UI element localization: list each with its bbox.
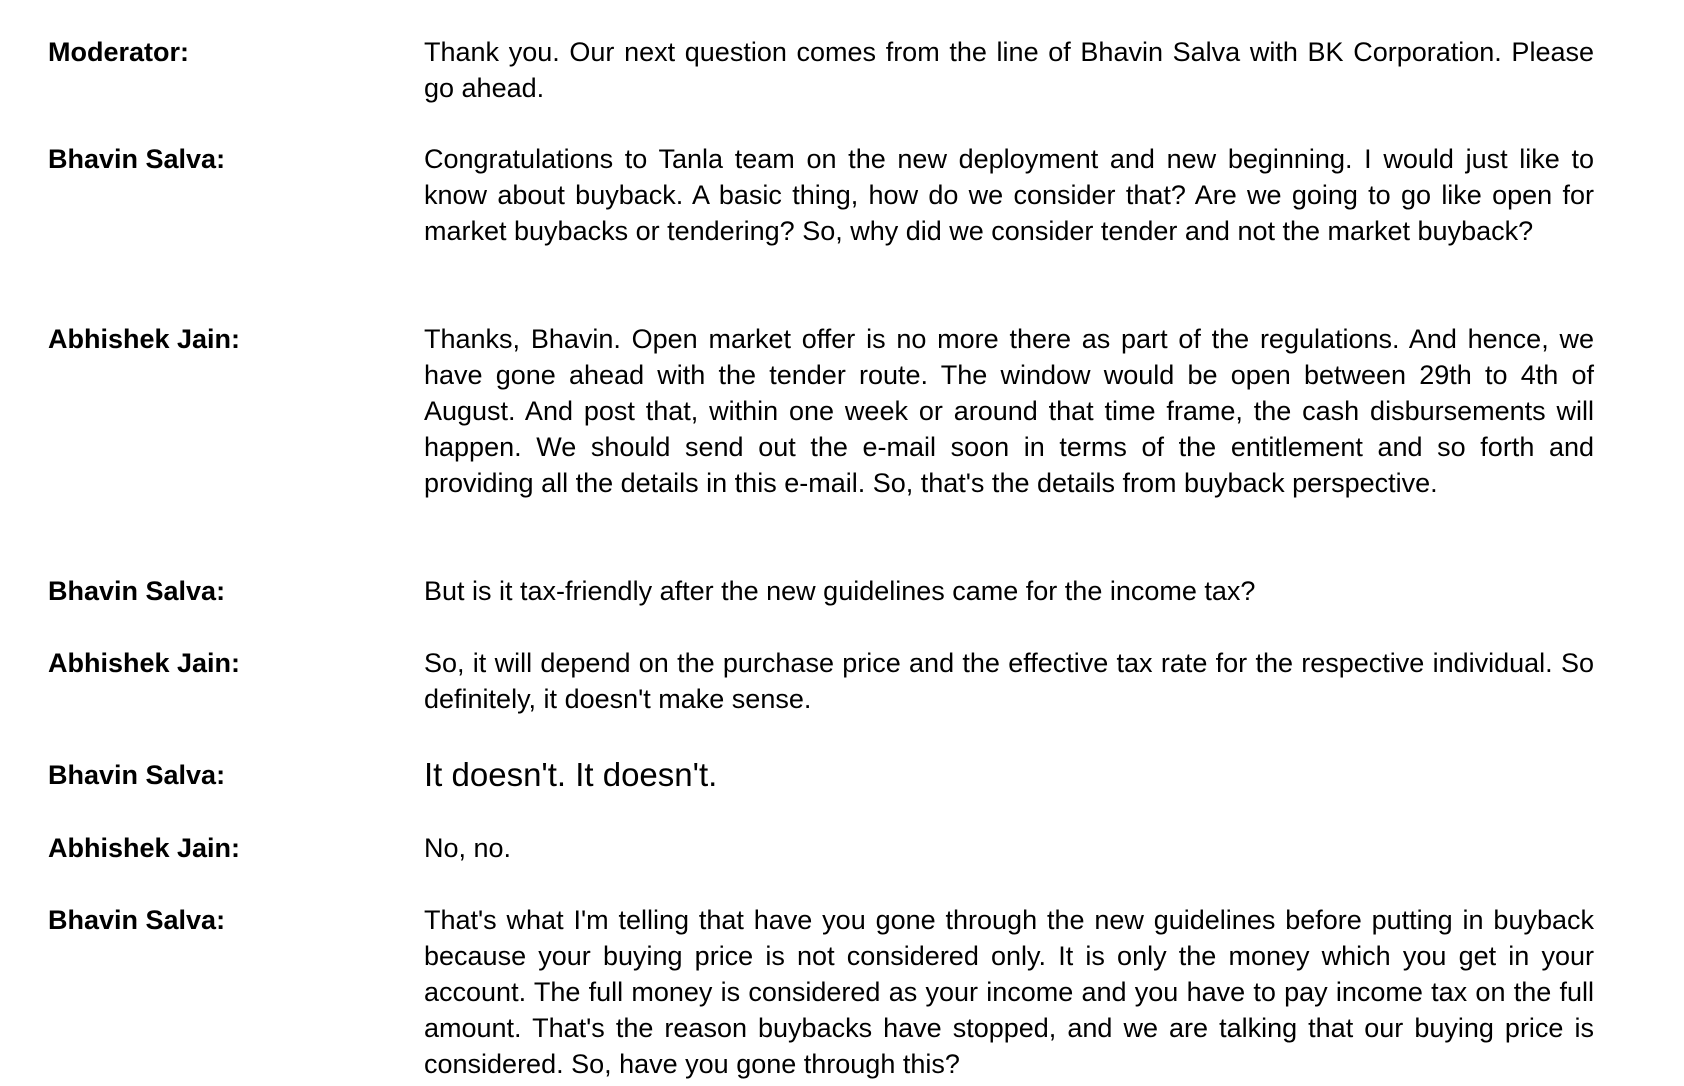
speech-text: But is it tax-friendly after the new guidelines came for the income tax? [424, 576, 1256, 606]
speaker-label: Bhavin Salva: [48, 760, 226, 790]
speech-text: So, it will depend on the purchase price and the effective tax rate for the respective individual. So definitely, it doesn't make sense. [424, 648, 1594, 714]
speech-text: It doesn't. It doesn't. [424, 756, 718, 793]
speaker-label: Abhishek Jain: [48, 648, 241, 678]
speaker-label: Moderator: [48, 37, 189, 67]
speech-text: That's what I'm telling that have you gone through the new guidelines before putting in buyback because your buying price is not considered only. It is only the money which you get in your account. The full money is considered as your income and you have to pay income tax on the full amount. That's the reason buybacks have stopped, and we are talking that our buying price is considered. So, have you gone through this? [424, 905, 1594, 1079]
speaker-label: Abhishek Jain: [48, 324, 241, 354]
speech-text: Congratulations to Tanla team on the new deployment and new beginning. I would just like to know about buyback. A basic thing, how do we consider that? Are we going to go like open for market buybacks or tendering? So, why did we consider tender and not the market buyback? [424, 144, 1594, 246]
speech-text: No, no. [424, 833, 512, 863]
speech-text: Thank you. Our next question comes from the line of Bhavin Salva with BK Corporation. Please go ahead. [424, 37, 1594, 103]
speaker-label: Bhavin Salva: [48, 576, 226, 606]
speaker-label: Bhavin Salva: [48, 905, 226, 935]
speaker-label: Abhishek Jain: [48, 833, 241, 863]
speech-text: Thanks, Bhavin. Open market offer is no more there as part of the regulations. And hence, we have gone ahead with the tender route. The window would be open between 29th to 4th of August. And post that, within one week or around that time frame, the cash disbursements will happen. We should send out the e-mail soon in terms of the entitlement and so forth and providing all the details in this e-mail. So, that's the details from buyback perspective. [424, 324, 1594, 498]
speaker-label: Bhavin Salva: [48, 144, 226, 174]
